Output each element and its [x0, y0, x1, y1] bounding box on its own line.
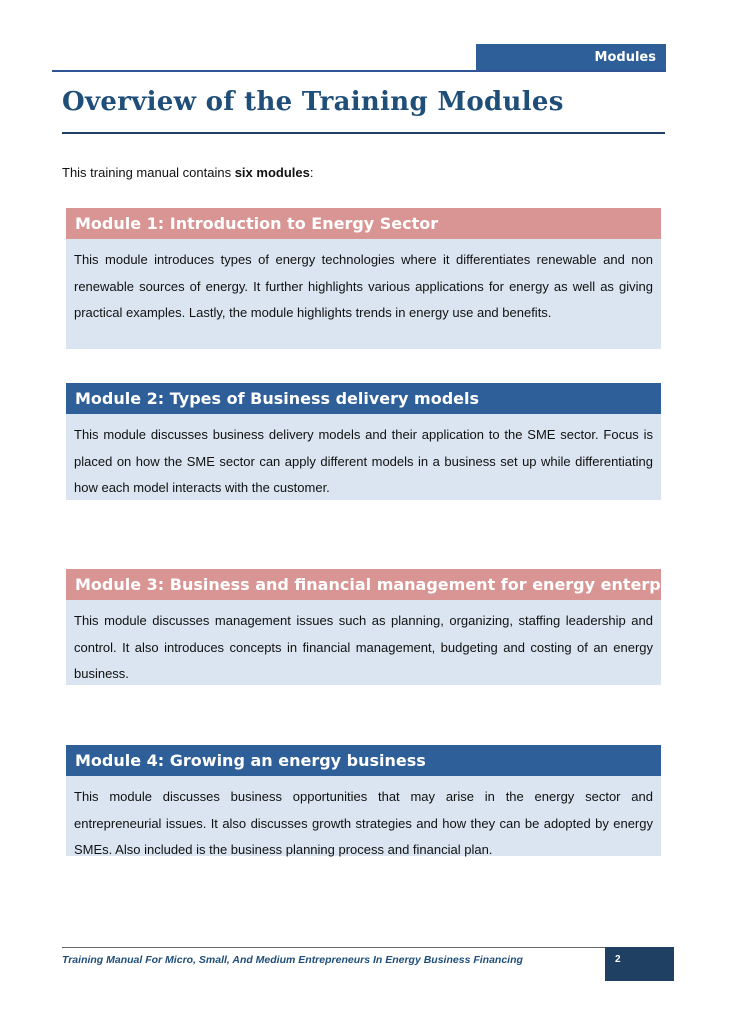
section-header-tab: Modules — [476, 44, 666, 71]
footer-text: Training Manual For Micro, Small, And Medium Entrepreneurs In Energy Business Financing — [62, 954, 523, 966]
module-title: Module 2: Types of Business delivery models — [66, 383, 661, 414]
module-card-1 — [66, 208, 661, 349]
module-card-3 — [66, 569, 704, 685]
intro-text — [62, 165, 313, 180]
module-card-2 — [66, 383, 661, 500]
module-title: Module 4: Growing an energy business — [66, 745, 661, 776]
module-description-box — [66, 776, 661, 856]
intro-suffix: : — [309, 165, 314, 180]
module-description-box — [66, 414, 661, 500]
module-description-box — [66, 239, 661, 349]
header-rule — [52, 70, 666, 72]
page-title: Overview of the Training Modules — [62, 87, 564, 117]
intro-bold: six modules — [234, 165, 310, 180]
module-card-4 — [66, 745, 661, 856]
module-description: This module discusses business delivery models and their application to the SME sector. Focus is placed on how the SME sector can apply different models in a business set up while differentiating how each model interacts with the customer. — [74, 427, 653, 495]
module-description: This module discusses business opportunities that may arise in the energy sector and entrepreneurial issues. It also discusses growth strategies and how they can be adopted by energy SMEs. Also included is the business planning process and financial plan. — [74, 789, 653, 857]
module-description-box — [66, 600, 661, 685]
module-description: This module discusses management issues such as planning, organizing, staffing leadership and control. It also introduces concepts in financial management, budgeting and costing of an energy business. — [74, 613, 653, 681]
title-underline — [62, 132, 665, 134]
module-title: Module 3: Business and financial management for energy enterprises — [66, 569, 661, 600]
module-description: This module introduces types of energy technologies where it differentiates renewable and non renewable sources of energy. It further highlights various applications for energy as well as giving practical examples. Lastly, the module highlights trends in energy use and benefits. — [74, 252, 653, 320]
page-number: 2 — [605, 947, 674, 981]
intro-prefix: This training manual contains — [62, 165, 235, 180]
module-title: Module 1: Introduction to Energy Sector — [66, 208, 661, 239]
footer-rule — [62, 947, 674, 948]
